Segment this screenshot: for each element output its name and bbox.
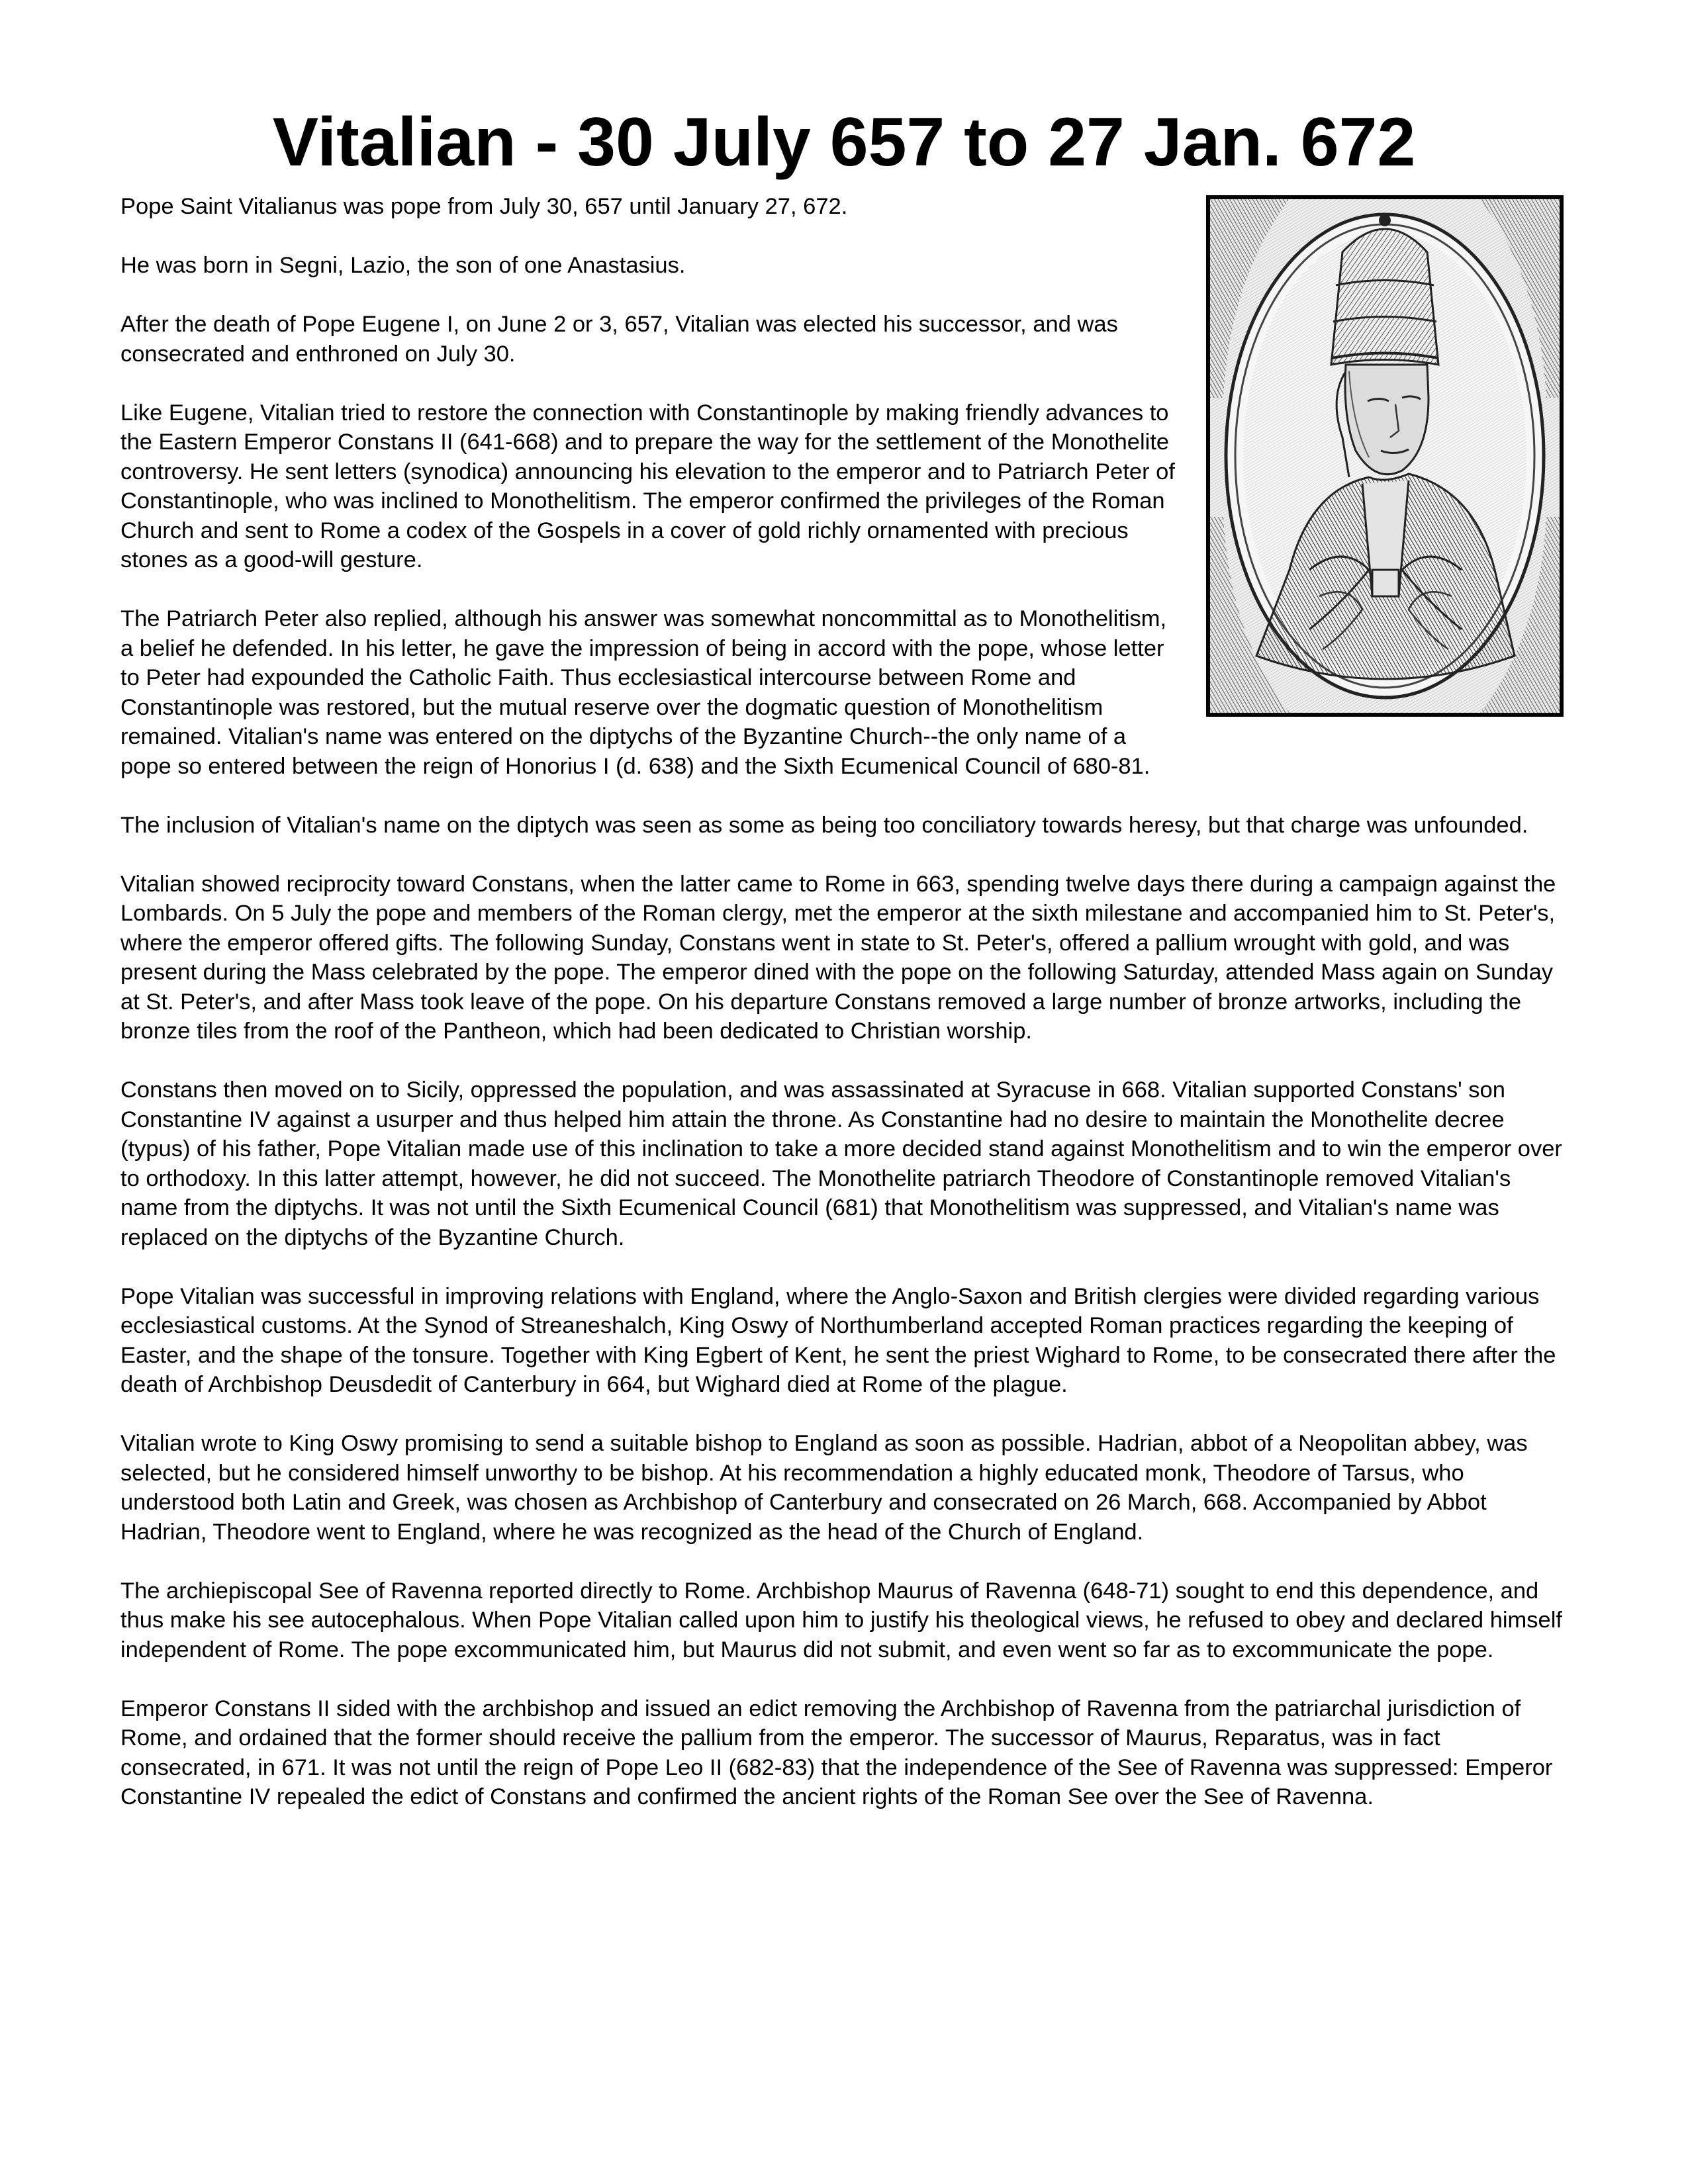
paragraph: The archiepiscopal See of Ravenna reported directly to Rome. Archbishop Maurus of Ravenna (648-71) sought to end this dependence, and thus make his see autocephalous. When Pope Vitalian called upon him to justify his theological views, he refused to obey and declared himself independent of Rome. The pope excommunicated him, but Maurus did not submit, and even went so far as to excommunicate the pope. xyxy=(120,1578,1562,1662)
page-title: Vitalian - 30 July 657 to 27 Jan. 672 xyxy=(272,104,1416,181)
portrait-drawing xyxy=(1210,199,1560,713)
paragraph: Vitalian wrote to King Oswy promising to send a suitable bishop to England as soon as possible. Hadrian, abbot of a Neopolitan abbey, was selected, but he considered himself unworthy to be bishop. At his recommendation a highly educated monk, Theodore of Tarsus, who understood both Latin and Greek, was chosen as Archbishop of Canterbury and consecrated on 26 March, 668. Accompanied by Abbot Hadrian, Theodore went to England, where he was recognized as the head of the Church of England. xyxy=(120,1431,1528,1545)
paragraph: Emperor Constans II sided with the archbishop and issued an edict removing the Archbishop of Ravenna from the patriarchal jurisdiction of Rome, and ordained that the former should receive the pallium from the emperor. The successor of Maurus, Reparatus, was in fact consecrated, in 671. It was not until the reign of Pope Leo II (682-83) that the independence of the See of Ravenna was suppressed: Emperor Constantine IV repealed the edict of Constans and confirmed the ancient rights of the Roman See over the See of Ravenna. xyxy=(120,1696,1553,1809)
paragraph: Constans then moved on to Sicily, oppressed the population, and was assassinated at Syracuse in 668. Vitalian supported Constans' son Constantine IV against a usurper and thus helped him attain the throne. As Constantine had no desire to maintain the Monothelite decree (typus) of his father, Pope Vitalian made use of this inclination to take a more decided stand against Monothelitism and to win the emperor over to orthodoxy. In this latter attempt, however, he did not succeed. The Monothelite patriarch Theodore of Constantinople removed Vitalian's name from the diptychs. It was not until the Sixth Ecumenical Council (681) that Monothelitism was suppressed, and Vitalian's name was replaced on the diptychs of the Byzantine Church. xyxy=(120,1077,1562,1250)
paragraph: The Patriarch Peter also replied, although his answer was somewhat noncommittal as to Monothelitism, a belief he defended. In his letter, he gave the impression of being in accord with the pope, whose letter to Peter had expounded the Catholic Faith. Thus ecclesiastical intercourse between Rome and Constantinople was restored, but the mutual reserve over the dogmatic question of Monothelitism remained. Vitalian's name was entered on the diptychs of the Byzantine Church--the only name of a pope so entered between the reign of Honorius I (d. 638) and the Sixth Ecumenical Council of 680-81. xyxy=(120,606,1167,779)
paragraph: Pope Saint Vitalianus was pope from July 30, 657 until January 27, 672. xyxy=(120,194,848,219)
article-body xyxy=(120,192,1564,1841)
paragraph: After the death of Pope Eugene I, on June 2 or 3, 657, Vitalian was elected his successor, and was consecrated and enthroned on July 30. xyxy=(120,312,1118,367)
paragraph: Like Eugene, Vitalian tried to restore the connection with Constantinople by making friendly advances to the Eastern Emperor Constans II (641-668) and to prepare the way for the settlement of the Monothelite controversy. He sent letters (synodica) announcing his elevation to the emperor and to Patriarch Peter of Constantinople, who was inclined to Monothelitism. The emperor confirmed the privileges of the Roman Church and sent to Rome a codex of the Gospels in a cover of gold richly ornamented with precious stones as a good-will gesture. xyxy=(120,400,1175,572)
paragraph: Pope Vitalian was successful in improving relations with England, where the Anglo-Saxon and British clergies were divided regarding various ecclesiastical customs. At the Synod of Streaneshalch, King Oswy of Northumberland accepted Roman practices regarding the keeping of Easter, and the shape of the tonsure. Together with King Egbert of Kent, he sent the priest Wighard to Rome, to be consecrated there after the death of Archbishop Deusdedit of Canterbury in 664, but Wighard died at Rome of the plague. xyxy=(120,1283,1556,1397)
paragraph: Vitalian showed reciprocity toward Constans, when the latter came to Rome in 663, spending twelve days there during a campaign against the Lombards. On 5 July the pope and members of the Roman clergy, met the emperor at the sixth milestane and accompanied him to St. Peter's, where the emperor offered gifts. The following Sunday, Constans went in state to St. Peter's, offered a pallium wrought with gold, and was present during the Mass celebrated by the pope. The emperor dined with the pope on the following Saturday, attended Mass again on Sunday at St. Peter's, and after Mass took leave of the pope. On his departure Constans removed a large number of bronze artworks, including the bronze tiles from the roof of the Pantheon, which had been dedicated to Christian worship. xyxy=(120,871,1556,1044)
paragraph: He was born in Segni, Lazio, the son of one Anastasius. xyxy=(120,253,686,278)
portrait-engraving xyxy=(1206,195,1564,717)
paragraph: The inclusion of Vitalian's name on the diptych was seen as some as being too conciliatory towards heresy, but that charge was unfounded. xyxy=(120,812,1528,838)
